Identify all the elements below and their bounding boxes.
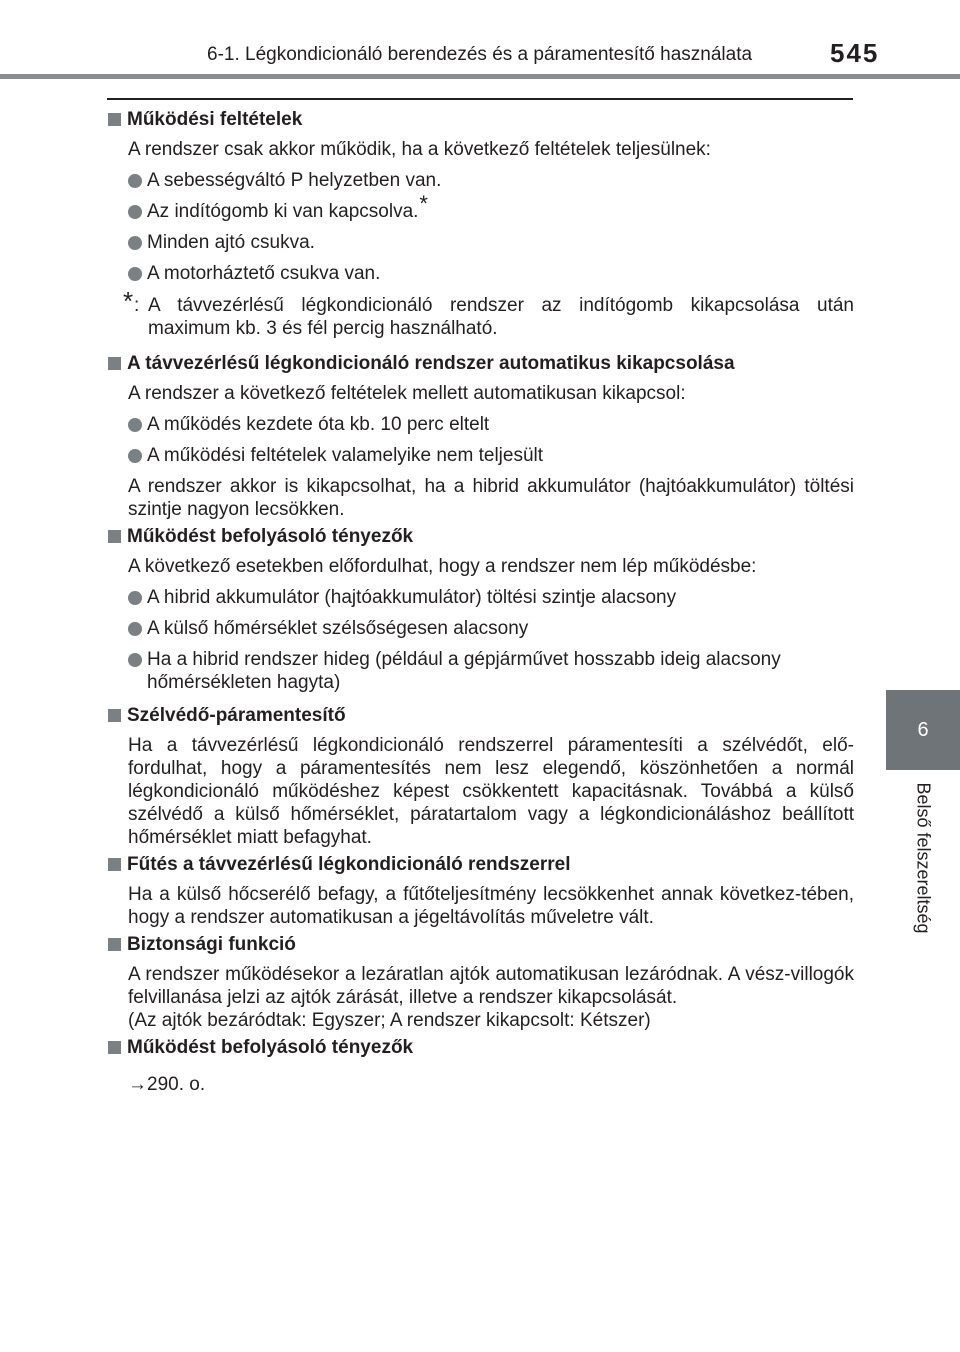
footnote-colon: :	[134, 295, 140, 316]
section-outro: A rendszer akkor is kikapcsolhat, ha a hibrid akkumulátor (hajtóakkumulátor) töltési szintje nagyon lecsökken.	[128, 476, 854, 520]
section-intro: A rendszer a következő feltételek mellett automatikusan kikapcsol:	[128, 383, 686, 404]
section-text: A rendszer működésekor a lezáratlan ajtók automatikusan lezáródnak. A vész-villogók felvillanása jelzi az ajtók zárását, illetve a rendszer kikapcsolását.	[128, 964, 854, 1008]
chapter-tab-number: 6	[917, 718, 929, 741]
list-item-text: A motorháztető csukva van.	[147, 263, 381, 284]
square-bullet-icon	[108, 530, 121, 543]
section-heading	[108, 108, 854, 131]
round-bullet-icon	[128, 653, 142, 667]
header-divider	[0, 74, 960, 79]
section-heading-text: Működést befolyásoló tényezők	[127, 526, 414, 547]
square-bullet-icon	[108, 938, 121, 951]
list-item	[128, 648, 854, 694]
list-item	[128, 413, 854, 436]
section-text: Ha a távvezérlésű légkondicionáló rendszerrel páramentesíti a szélvédőt, elő-fordulhat, hogy a páramentesítés nem lesz elegendő, köszönhetően a normál légkondicionáló működéshez képest csökkentett kapacitásnak. Továbbá a külső szélvédő a külső hőmérséklet, páratartalom vagy a légkondicionáláshoz beállított hőmérséklet miatt befagyhat.	[128, 735, 854, 848]
section-heading-text: Szélvédő-páramentesítő	[127, 705, 346, 726]
footnote-text: A távvezérlésű légkondicionáló rendszer az indítógomb kikapcsolása után maximum kb. 3 és fél percig használható.	[148, 295, 854, 339]
square-bullet-icon	[108, 113, 121, 126]
section-heading-text: Fűtés a távvezérlésű légkondicionáló rendszerrel	[127, 854, 571, 875]
page-header-title: 6-1. Légkondicionáló berendezés és a páramentesítő használata	[207, 44, 753, 65]
section-operating-conditions	[108, 108, 854, 340]
round-bullet-icon	[128, 236, 142, 250]
section-text-secondary: (Az ajtók bezáródtak: Egyszer; A rendszer kikapcsolt: Kétszer)	[128, 1010, 651, 1031]
square-bullet-icon	[108, 357, 121, 370]
section-heading	[108, 853, 854, 876]
section-heading	[108, 352, 854, 375]
round-bullet-icon	[128, 267, 142, 281]
main-content	[108, 108, 854, 1096]
page-number: 545	[830, 38, 880, 68]
list-item	[128, 169, 854, 192]
list-item	[128, 586, 854, 609]
round-bullet-icon	[128, 174, 142, 188]
list-item-text: Minden ajtó csukva.	[147, 232, 315, 253]
list-item	[128, 231, 854, 254]
list-item-text: A működési feltételek valamelyike nem teljesült	[147, 445, 544, 466]
section-heating	[108, 853, 854, 929]
footnote	[123, 286, 854, 340]
square-bullet-icon	[108, 709, 121, 722]
round-bullet-icon	[128, 418, 142, 432]
section-influencing-factors	[108, 525, 854, 694]
square-bullet-icon	[108, 858, 121, 871]
list-item-text: Az indítógomb ki van kapcsolva.	[147, 201, 419, 222]
chapter-label: Belső felszereltség	[913, 782, 934, 934]
footnote-marker: *	[419, 191, 428, 216]
content-divider	[107, 98, 853, 100]
section-heading-text: A távvezérlésű légkondicionáló rendszer automatikus kikapcsolása	[127, 353, 735, 374]
list-item	[128, 444, 854, 467]
list-item-text: A hibrid akkumulátor (hajtóakkumulátor) töltési szintje alacsony	[147, 587, 677, 608]
section-safety-function	[108, 933, 854, 1032]
section-text: Ha a külső hőcserélő befagy, a fűtőteljesítmény lecsökkenhet annak következ-tében, hogy a rendszer automatikusan a jégeltávolítás műveletre vált.	[128, 884, 854, 928]
round-bullet-icon	[128, 591, 142, 605]
section-heading-text: Működési feltételek	[127, 109, 303, 130]
section-intro: A rendszer csak akkor működik, ha a következő feltételek teljesülnek:	[128, 139, 711, 160]
list-item-text: Ha a hibrid rendszer hideg (például a gépjárművet hosszabb ideig alacsony hőmérsékleten hagyta)	[147, 649, 781, 693]
section-windshield-defogger	[108, 704, 854, 849]
list-item-text: A sebességváltó P helyzetben van.	[147, 170, 442, 191]
section-heading-text: Biztonsági funkció	[127, 934, 296, 955]
section-heading	[108, 933, 854, 956]
round-bullet-icon	[128, 449, 142, 463]
chapter-tab	[886, 690, 960, 770]
section-heading	[108, 1036, 854, 1059]
list-item	[128, 191, 854, 223]
footnote-star: *	[123, 286, 134, 316]
section-heading-text: Működést befolyásoló tényezők	[127, 1037, 414, 1058]
section-heading	[108, 704, 854, 727]
list-item-text: A külső hőmérséklet szélsőségesen alacsony	[147, 618, 529, 639]
round-bullet-icon	[128, 205, 142, 219]
round-bullet-icon	[128, 622, 142, 636]
section-influencing-factors-reference	[108, 1036, 854, 1096]
section-heading	[108, 525, 854, 548]
square-bullet-icon	[108, 1041, 121, 1054]
list-item-text: A működés kezdete óta kb. 10 perc eltelt	[147, 414, 490, 435]
section-intro: A következő esetekben előfordulhat, hogy a rendszer nem lép működésbe:	[128, 556, 757, 577]
page-reference[interactable]: →290. o.	[128, 1074, 206, 1095]
section-auto-shutoff	[108, 352, 854, 521]
list-item	[128, 262, 854, 285]
list-item	[128, 617, 854, 640]
